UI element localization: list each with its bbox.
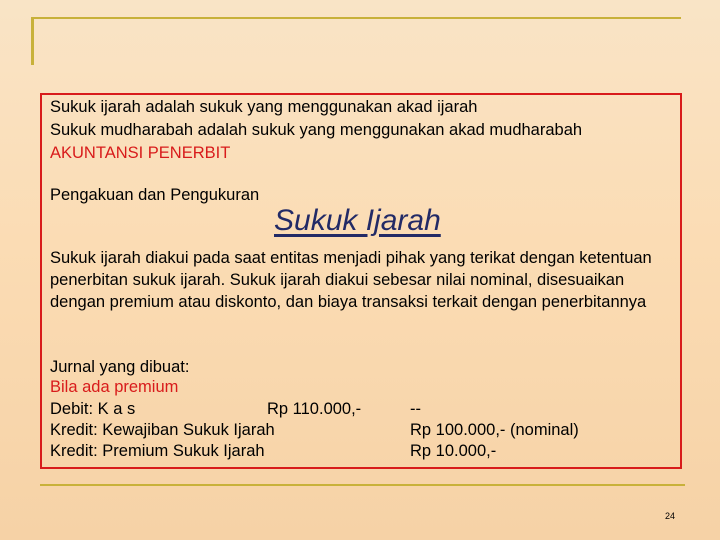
decor-bottom-horizontal-line (40, 484, 685, 486)
slide-title: Sukuk Ijarah (274, 204, 441, 237)
journal-row-credit: Rp 10.000,- (410, 442, 497, 460)
journal-row-account: Kredit: Kewajiban Sukuk Ijarah (50, 421, 275, 439)
journal-row-credit: -- (410, 400, 421, 418)
section-heading-akuntansi: AKUNTANSI PENERBIT (50, 144, 231, 162)
decor-top-horizontal-line (31, 17, 681, 19)
recognition-paragraph: Sukuk ijarah diakui pada saat entitas menjadi pihak yang terikat dengan ketentuan penerbitan sukuk ijarah. Sukuk ijarah diakui sebesar nilai nominal, disesuaikan dengan premium atau diskonto, dan biaya transaksi terkait dengan penerbitannya (50, 249, 652, 311)
journal-heading: Jurnal yang dibuat: (50, 358, 190, 376)
line-definition-ijarah: Sukuk ijarah adalah sukuk yang menggunakan akad ijarah (50, 98, 478, 116)
page-number: 24 (665, 511, 676, 521)
subheading-pengakuan: Pengakuan dan Pengukuran (50, 186, 260, 204)
journal-row-debit: Rp 110.000,- (267, 400, 362, 418)
journal-row-credit: Rp 100.000,- (nominal) (410, 421, 579, 439)
journal-row-account: Debit: K a s (50, 400, 136, 418)
decor-left-vertical-line (31, 17, 34, 65)
line-definition-mudharabah: Sukuk mudharabah adalah sukuk yang menggunakan akad mudharabah (50, 121, 583, 139)
journal-case-label: Bila ada premium (50, 378, 179, 396)
journal-row-account: Kredit: Premium Sukuk Ijarah (50, 442, 265, 460)
